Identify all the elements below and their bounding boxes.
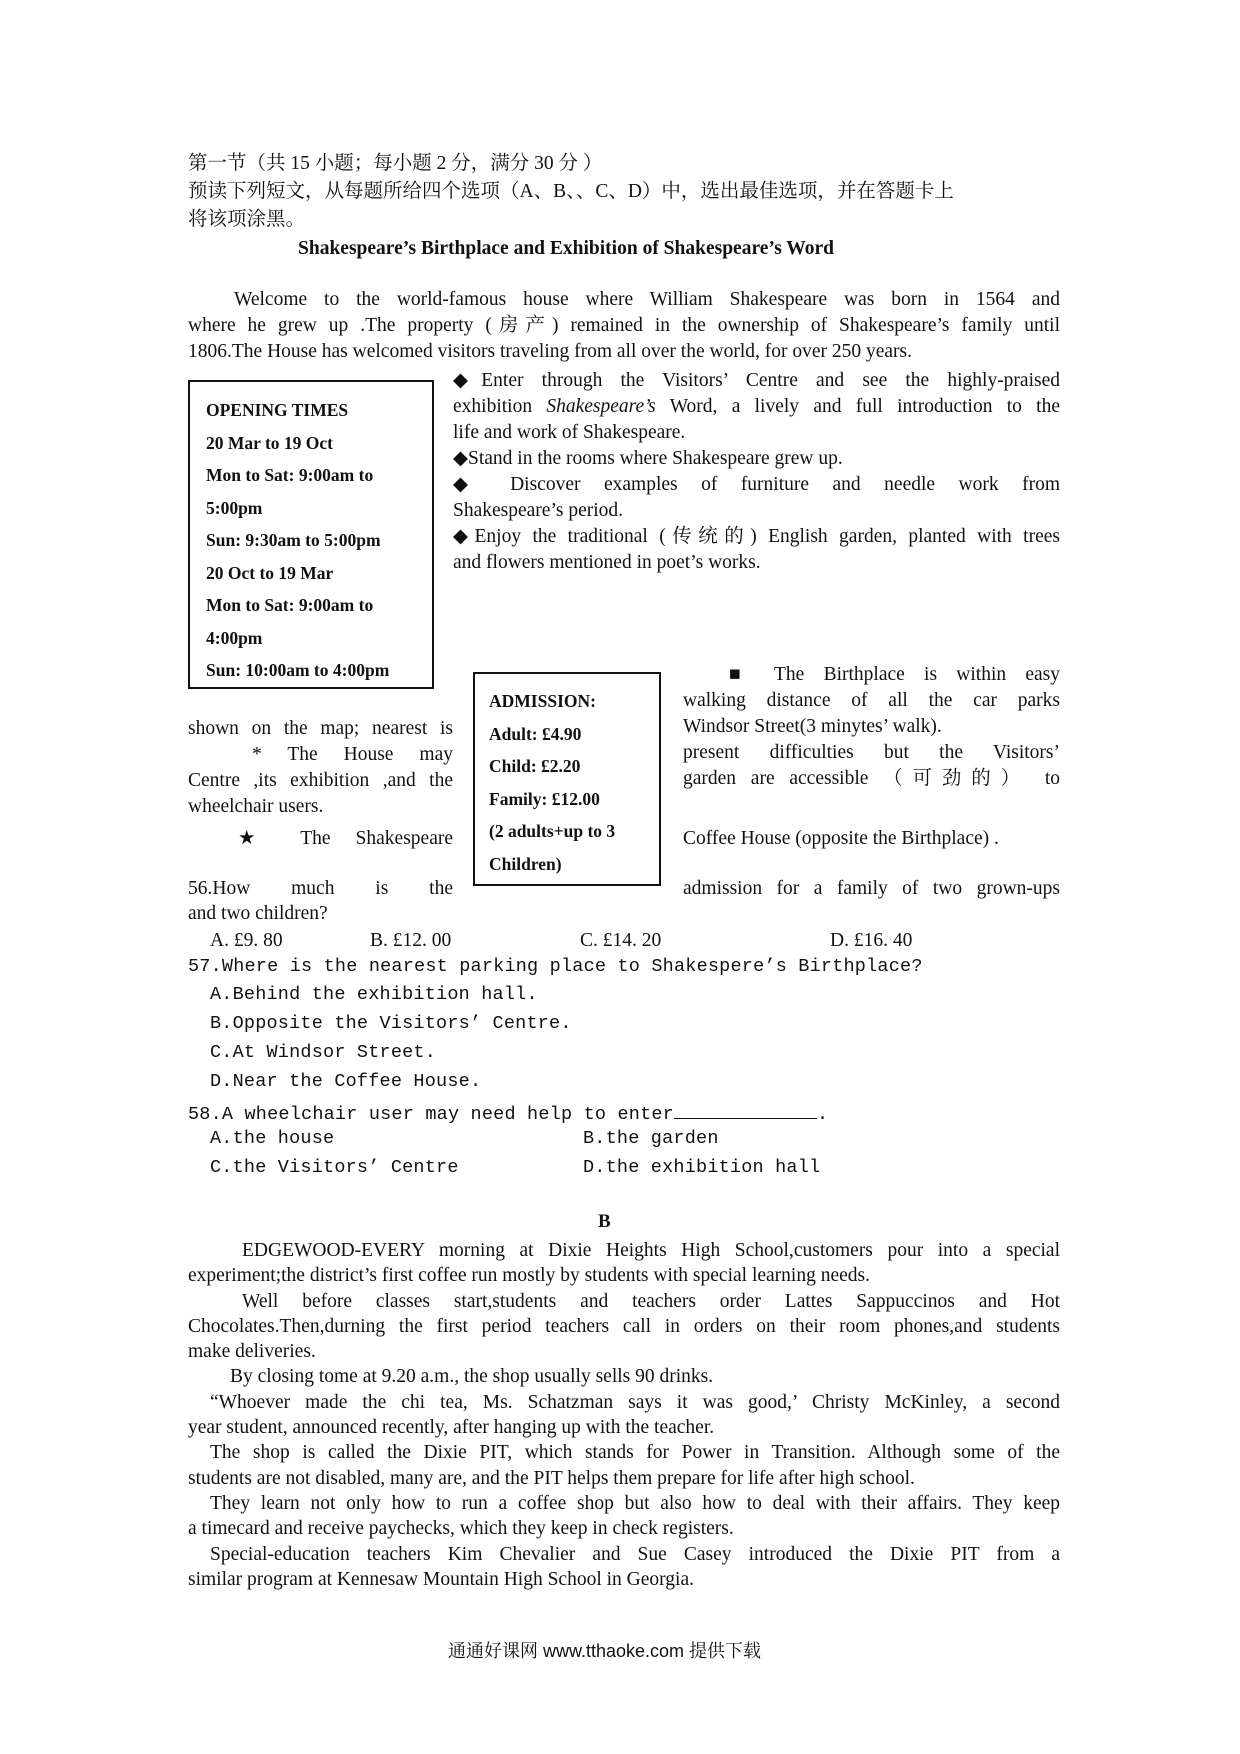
question-text: and two children? — [188, 903, 328, 924]
admission-heading: ADMISSION: — [489, 691, 596, 711]
paragraph-line: “Whoever made the chi tea, Ms. Schatzman says it was good,’ Christy McKinley, a second — [210, 1391, 1060, 1413]
section-heading: 第一节（共 15 小题；每小题 2 分，满分 30 分 ） — [188, 153, 603, 174]
paragraph-line: experiment;the district’s first coffee run mostly by students with special learning needs. — [188, 1265, 870, 1287]
attraction-line: ◆Enter through the Visitors’ Centre and see the highly-praised — [453, 370, 1060, 391]
passage-b-label: B — [598, 1211, 611, 1232]
instructions-line: 预读下列短文，从每题所给四个选项（A、B、、C、D）中，选出最佳选项，并在答题卡上 — [188, 181, 954, 202]
note-line: garden are accessible （可劲的） to — [683, 768, 1060, 789]
note-line: present difficulties but the Visitors’ — [683, 742, 1060, 763]
paragraph-line: EDGEWOOD-EVERY morning at Dixie Heights High School,customers pour into a special — [242, 1240, 1060, 1261]
option-b[interactable]: B.the garden — [583, 1128, 719, 1149]
paragraph-line: year student, announced recently, after hanging up with the teacher. — [188, 1417, 715, 1439]
note-line: ★ The Shakespeare — [238, 828, 453, 849]
footer-credit: 通通好课网 www.tthaoke.com 提供下载 — [448, 1641, 762, 1661]
intro-line: where he grew up .The property (房产) remained in the ownership of Shakespeare’s family until — [188, 315, 1060, 336]
attraction-line: and flowers mentioned in poet’s works. — [453, 552, 761, 573]
question-text: 56.How much is the — [188, 878, 453, 899]
attraction-line: Shakespeare’s period. — [453, 500, 624, 521]
attraction-line: ◆Stand in the rooms where Shakespeare grew up. — [453, 448, 843, 469]
attraction-line: exhibition Shakespeare’s Word, a lively and full introduction to the — [453, 396, 1060, 417]
left-notes-2 — [188, 826, 453, 852]
paragraph-line: They learn not only how to run a coffee shop but also how to deal with their affairs. They keep — [210, 1492, 1060, 1514]
instructions-line: 将该项涂黑。 — [188, 209, 306, 230]
answer-blank — [674, 1100, 817, 1119]
admission-line: Children) — [489, 853, 562, 874]
paragraph-line: a timecard and receive paychecks, which they keep in check registers. — [188, 1518, 734, 1540]
note-line: Centre ,its exhibition ,and the — [188, 770, 453, 791]
option-c[interactable]: C.the Visitors’ Centre — [210, 1157, 459, 1178]
attraction-line: life and work of Shakespeare. — [453, 422, 686, 443]
opening-times-heading: OPENING TIMES — [206, 400, 349, 420]
option-c[interactable]: C. £14. 20 — [580, 930, 662, 951]
paragraph-line: students are not disabled, many are, and the PIT helps them prepare for life after high school. — [188, 1467, 915, 1489]
question-text: admission for a family of two grown-ups — [683, 878, 1060, 899]
admission-line: Adult: £4.90 — [489, 723, 582, 744]
opening-times-line: Mon to Sat: 9:00am to — [206, 595, 374, 615]
option-a[interactable]: A. £9. 80 — [210, 930, 283, 951]
attractions-list — [453, 368, 1060, 576]
note-line: ■ The Birthplace is within easy — [729, 664, 1060, 685]
left-notes — [188, 716, 453, 820]
opening-times-line: Mon to Sat: 9:00am to — [206, 465, 374, 485]
opening-times-line: Sun: 9:30am to 5:00pm — [206, 530, 381, 550]
question-57: 57.Where is the nearest parking place to Shakespere’s Birthplace? — [188, 956, 923, 977]
option-a[interactable]: A.the house — [210, 1128, 335, 1149]
option-d[interactable]: D.the exhibition hall — [583, 1157, 821, 1178]
option-d[interactable]: D. £16. 40 — [830, 930, 913, 951]
passage-b-body — [188, 1238, 1060, 1592]
opening-times-line: 20 Oct to 19 Mar — [206, 562, 334, 583]
admission-line: (2 adults+up to 3 — [489, 821, 616, 841]
option-c[interactable]: C.At Windsor Street. — [210, 1042, 437, 1063]
option-b[interactable]: B. £12. 00 — [370, 930, 452, 951]
intro-paragraph — [188, 287, 1060, 365]
opening-times-line: 20 Mar to 19 Oct — [206, 432, 334, 453]
option-b[interactable]: B.Opposite the Visitors’ Centre. — [210, 1013, 572, 1034]
note-line: Windsor Street(3 minytes’ walk). — [683, 716, 942, 737]
attraction-line: ◆Enjoy the traditional (传统的) English garden, planted with trees — [453, 526, 1060, 547]
paragraph-line: similar program at Kennesaw Mountain High School in Georgia. — [188, 1568, 695, 1590]
opening-times-line: 4:00pm — [206, 627, 263, 648]
passage-title: Shakespeare’s Birthplace and Exhibition of Shakespeare’s Word — [298, 238, 834, 259]
opening-times-line: 5:00pm — [206, 497, 263, 518]
intro-line: Welcome to the world-famous house where William Shakespeare was born in 1564 and — [234, 289, 1060, 310]
question-58: 58.A wheelchair user may need help to enter . — [188, 1100, 828, 1125]
opening-times-box — [188, 380, 434, 689]
intro-line: 1806.The House has welcomed visitors traveling from all over the world, for over 250 years. — [188, 341, 913, 362]
question-56-cont — [683, 876, 1060, 902]
paragraph-line: Special-education teachers Kim Chevalier and Sue Casey introduced the Dixie PIT from a — [210, 1543, 1060, 1565]
note-line: * The House may — [252, 744, 453, 765]
paragraph-line: By closing tome at 9.20 a.m., the shop usually sells 90 drinks. — [230, 1366, 714, 1388]
note-line: wheelchair users. — [188, 796, 324, 817]
admission-line: Family: £12.00 — [489, 788, 600, 809]
attraction-line: ◆ Discover examples of furniture and needle work from — [453, 474, 1060, 495]
note-line: walking distance of all the car parks — [683, 690, 1060, 711]
admission-line: Child: £2.20 — [489, 756, 581, 776]
option-d[interactable]: D.Near the Coffee House. — [210, 1071, 482, 1092]
admission-box — [473, 672, 661, 886]
option-a[interactable]: A.Behind the exhibition hall. — [210, 984, 538, 1005]
paragraph-line: The shop is called the Dixie PIT, which stands for Power in Transition. Although some of the — [210, 1442, 1060, 1464]
note-line: shown on the map; nearest is — [188, 718, 453, 739]
paragraph-line: Chocolates.Then,durning the first period teachers call in orders on their room phones,and students — [188, 1315, 1060, 1337]
note-line: Coffee House (opposite the Birthplace) . — [683, 828, 999, 849]
paragraph-line: make deliveries. — [188, 1341, 316, 1363]
question-56 — [188, 876, 453, 902]
opening-times-line: Sun: 10:00am to 4:00pm — [206, 660, 390, 680]
birthplace-notes — [683, 662, 1060, 792]
paragraph-line: Well before classes start,students and teachers order Lattes Sappuccinos and Hot — [242, 1290, 1060, 1312]
